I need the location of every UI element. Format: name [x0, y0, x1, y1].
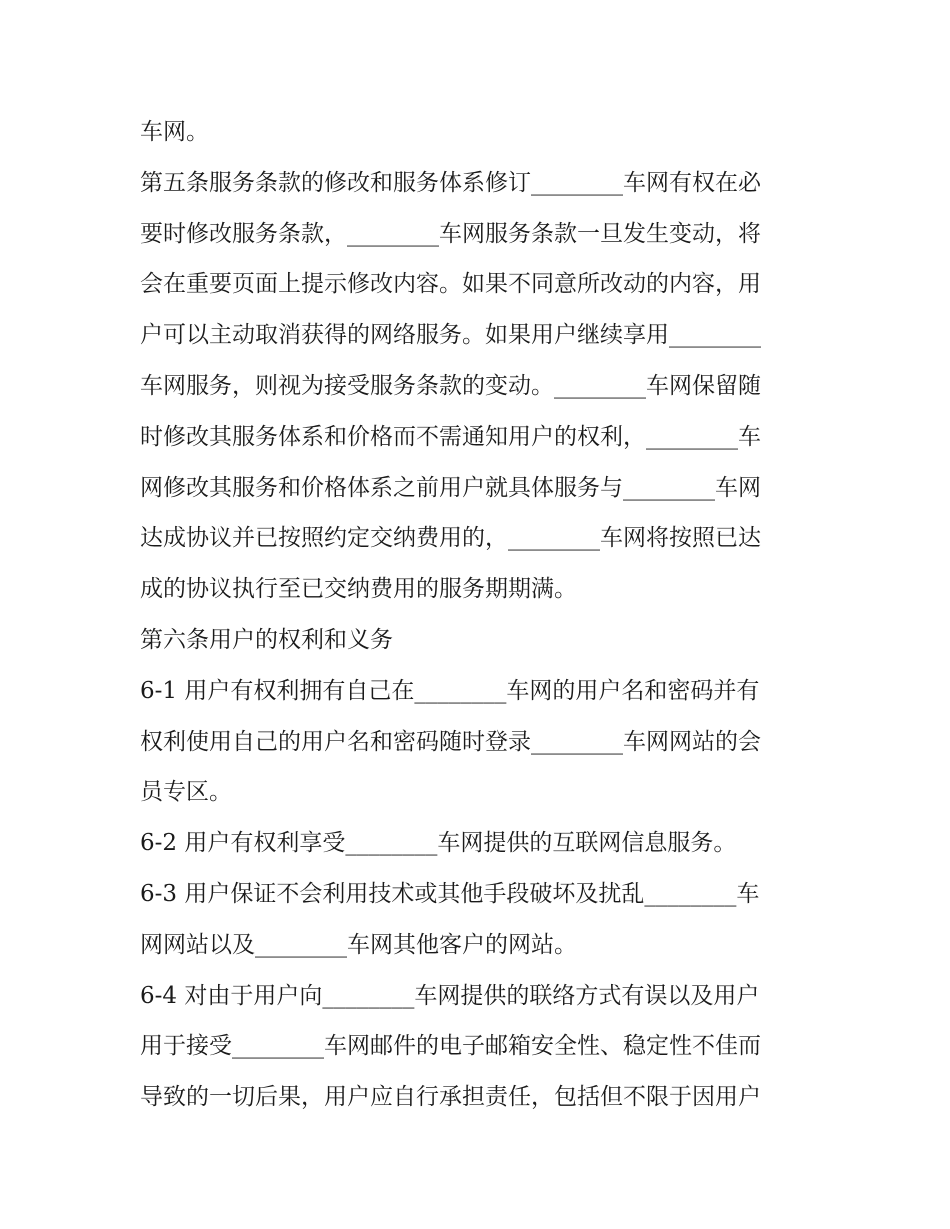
- text-line: 6-2 用户有权利享受________车网提供的互联网信息服务。: [140, 830, 737, 857]
- text-line: 时修改其服务体系和价格而不需通知用户的权利，________车: [140, 423, 761, 450]
- text-line: 导致的一切后果，用户应自行承担责任，包括但不限于因用户: [140, 1084, 761, 1111]
- section-heading: 第六条用户的权利和义务: [140, 626, 393, 653]
- text-line: 车网服务，则视为接受服务条款的变动。________车网保留随: [140, 372, 761, 399]
- text-line: 车网。: [140, 119, 209, 145]
- text-line: 6-4 对由于用户向________车网提供的联络方式有误以及用户: [140, 982, 760, 1009]
- text-line: 要时修改服务条款，________车网服务条款一旦发生变动，将: [140, 220, 761, 247]
- text-line: 会在重要页面上提示修改内容。如果不同意所改动的内容，用: [140, 271, 761, 298]
- text-line: 6-1 用户有权利拥有自己在________车网的用户名和密码并有: [140, 677, 760, 704]
- text-line: 用于接受________车网邮件的电子邮箱安全性、稳定性不佳而: [140, 1033, 761, 1060]
- text-line: 权利使用自己的用户名和密码随时登录________车网网站的会: [140, 728, 761, 755]
- text-line: 第五条服务条款的修改和服务体系修订________车网有权在必: [140, 169, 761, 196]
- text-line: 网修改其服务和价格体系之前用户就具体服务与________车网: [140, 474, 761, 501]
- text-line: 6-3 用户保证不会利用技术或其他手段破坏及扰乱________车: [140, 880, 760, 907]
- text-line: 户可以主动取消获得的网络服务。如果用户继续享用________: [140, 322, 761, 349]
- text-line: 员专区。: [140, 779, 232, 806]
- text-line: 网网站以及________车网其他客户的网站。: [140, 931, 577, 958]
- text-line: 达成协议并已按照约定交纳费用的，________车网将按照已达: [140, 525, 761, 552]
- document-body: [140, 107, 812, 1123]
- text-line: 成的协议执行至已交纳费用的服务期期满。: [140, 576, 577, 603]
